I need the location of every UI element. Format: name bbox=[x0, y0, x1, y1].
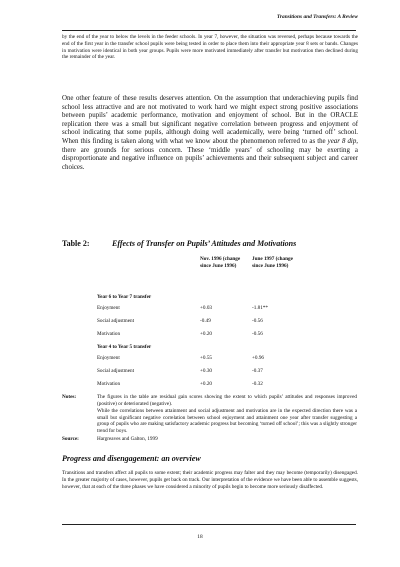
table-row bbox=[97, 305, 357, 312]
row-value-june: -0.56 bbox=[252, 331, 263, 337]
row-label: Enjoyment bbox=[97, 355, 120, 361]
table-row bbox=[97, 381, 357, 388]
row-label: Motivation bbox=[97, 331, 121, 337]
row-label: Social adjustment bbox=[97, 318, 135, 324]
row-value-nov: +0.30 bbox=[200, 368, 213, 374]
row-value-nov: -0.49 bbox=[200, 318, 211, 324]
table-row bbox=[97, 368, 357, 375]
table-row bbox=[97, 318, 357, 325]
row-value-june: -0.32 bbox=[252, 381, 263, 387]
column-header-nov-1996: Nov. 1996 (change since June 1996) bbox=[200, 256, 241, 269]
footer-rule bbox=[62, 524, 356, 525]
table-row bbox=[97, 331, 357, 338]
paragraph-main-emphasis: year 8 dip, bbox=[327, 137, 358, 145]
paragraph-main-text-2: there are grounds for serious concern. These ‘middle years’ of schooling may be exerting a disproportionate and negative influence on pupils’ achievements and their subsequent subject and career choices. bbox=[62, 146, 358, 171]
row-value-june: -1.81** bbox=[252, 305, 268, 311]
running-head: Transitions and Transfers: A Review bbox=[276, 14, 358, 20]
source-text: Hargreaves and Galton, 1999 bbox=[97, 436, 158, 442]
notes-text-1: The figures in the table are residual gain scores showing the extent to which pupils’ attitudes and responses improved (positive) or deteriorated (negative). bbox=[97, 394, 357, 407]
row-value-june: -0.37 bbox=[252, 368, 263, 374]
table-group-label: Year 6 to Year 7 transfer bbox=[97, 294, 152, 300]
table-row bbox=[97, 355, 357, 362]
row-value-nov: +0.20 bbox=[200, 381, 213, 387]
row-value-june: -0.56 bbox=[252, 318, 263, 324]
table-caption bbox=[62, 239, 296, 248]
paragraph-main-text-1: One other feature of these results deserves attention. On the assumption that underachieving pupils find school less attractive and are not motivated to work hard we might expect strong positive associations between pupils’ academic performance, motivation and enjoyment of school. But in the ORACLE replication there was a small but significant negative correlation between progress and enjoyment of school indicating that some pupils, although doing well academically, were being ‘turned off’ school. When this finding is taken along with what we know about the phenomenon referred to as the bbox=[62, 95, 358, 145]
row-value-nov: +0.20 bbox=[200, 331, 213, 337]
page-number: 18 bbox=[197, 534, 203, 540]
source-label: Source: bbox=[62, 436, 79, 442]
row-label: Motivation bbox=[97, 381, 121, 387]
notes-text-2: While the correlations between attainment and social adjustment and motivation are in the expected direction there was a small but significant negative correlation between school enjoyment and attainment one year after transfer suggesting a group of pupils who are making satisfactory academic progress but becoming ‘turned off school’; this was a slightly stronger trend for boys. bbox=[97, 408, 357, 434]
row-value-nov: +0.03 bbox=[200, 305, 213, 311]
row-value-nov: +0.55 bbox=[200, 355, 213, 361]
row-label: Social adjustment bbox=[97, 368, 135, 374]
row-value-june: +0.96 bbox=[252, 355, 265, 361]
header-rule bbox=[62, 30, 356, 31]
table-number: Table 2: bbox=[62, 239, 90, 248]
row-label: Enjoyment bbox=[97, 305, 120, 311]
section-heading: Progress and disengagement: an overview bbox=[62, 454, 201, 463]
notes-label: Notes: bbox=[62, 394, 77, 400]
paragraph-overview: Transitions and transfers affect all pupils to some extent; their academic progress may falter and they may become (temporarily) disengaged. In the greater majority of cases, however, pupils get back on track. Our interpretation of the evidence we have been able to assemble suggests, however, that at each of the three phases we have considered a minority of pupils begin to become more seriously disaffected. bbox=[62, 470, 358, 490]
paragraph-main bbox=[62, 95, 358, 172]
paragraph-continued: by the end of the year to below the levels in the feeder schools. In year 7, however, the situation was reversed, perhaps because towards the end of the first year in the transfer school pupils were being tested in order to place them into their appropriate year 8 sets or bands. Changes in motivation were identical in both year groups. Pupils were more motivated immediately after transfer but motivation then declined during the remainder of the year. bbox=[62, 34, 358, 61]
table-group-label: Year 4 to Year 5 transfer bbox=[97, 344, 152, 350]
column-header-june-1997: June 1997 (change since June 1996) bbox=[252, 256, 293, 269]
table-title: Effects of Transfer on Pupils’ Attitudes and Motivations bbox=[112, 239, 297, 248]
